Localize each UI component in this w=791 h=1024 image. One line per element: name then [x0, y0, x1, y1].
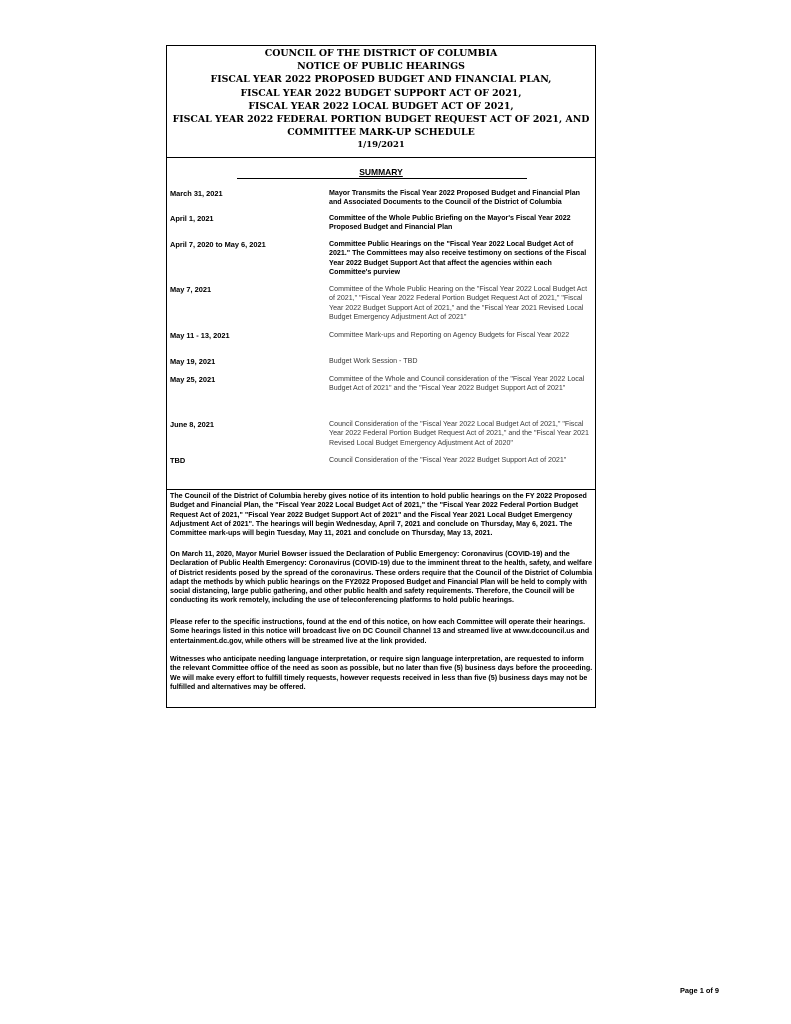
notice-paragraph: The Council of the District of Columbia hereby gives notice of its intention to hold public hearings on the FY 2022 Proposed Budget and Financial Plan, the "Fiscal Year 2022 Local Budget Act of 2021," the "Fiscal Year 2022 Federal Portion Budget Request Act of 2021," "Fiscal Year 2022 Budget Support Act of 2021" and the Fiscal Year 2021 Local Budget Emergency Adjustment Act of 2021". The hearings will begin Wednesday, April 7, 2021 and conclude on Thursday, May 6, 2021. The Committee mark-ups will begin Tuesday, May 11, 2021 and conclude on Thursday, May 13, 2021.	[170, 492, 587, 538]
section-divider	[167, 489, 595, 490]
schedule-description: Mayor Transmits the Fiscal Year 2022 Proposed Budget and Financial Plan and Associated Documents to the Council of the District of Columbia	[329, 189, 580, 207]
schedule-description: Committee of the Whole Public Briefing on the Mayor's Fiscal Year 2022 Proposed Budget and Financial Plan	[329, 214, 571, 232]
summary-divider	[237, 178, 527, 179]
schedule-date: May 19, 2021	[170, 357, 216, 366]
summary-title: SUMMARY	[359, 167, 403, 177]
schedule-date: May 11 - 13, 2021	[170, 331, 230, 340]
header-line: FISCAL YEAR 2022 FEDERAL PORTION BUDGET REQUEST ACT OF 2021, AND	[172, 114, 590, 126]
schedule-description: Committee Public Hearings on the "Fiscal Year 2022 Local Budget Act of 2021." The Committees may also receive testimony on sections of the Fiscal Year 2022 Budget Support Act that affect the agencies within each Committee's purview	[329, 240, 587, 277]
header-line: FISCAL YEAR 2022 PROPOSED BUDGET AND FINANCIAL PLAN,	[210, 74, 552, 86]
schedule-description: Committee of the Whole and Council consideration of the "Fiscal Year 2022 Local Budget Act of 2021" and the "Fiscal Year 2022 Budget Support Act of 2021"	[329, 375, 585, 393]
schedule-date: May 25, 2021	[170, 375, 216, 384]
schedule-description: Committee of the Whole Public Hearing on the "Fiscal Year 2022 Local Budget Act of 2021," "Fiscal Year 2022 Federal Portion Budget Request Act of 2021," "Fiscal Year 2022 Budget Support Act of 2021," and the "Fiscal Year 2021 Revised Local Budget Emergency Adjustment Act of 2021"	[329, 285, 588, 322]
summary-section	[166, 158, 596, 708]
header-line: FISCAL YEAR 2022 BUDGET SUPPORT ACT OF 2021,	[240, 87, 522, 99]
header-line: FISCAL YEAR 2022 LOCAL BUDGET ACT OF 2021,	[248, 100, 514, 112]
schedule-description: Council Consideration of the "Fiscal Year 2022 Budget Support Act of 2021"	[329, 456, 567, 464]
notice-paragraph: On March 11, 2020, Mayor Muriel Bowser issued the Declaration of Public Emergency: Coronavirus (COVID-19) and the Declaration of Public Health Emergency: Coronavirus (COVID-19) due to the imminent threat to the health, safety, and welfare of District residents posed by the spread of the coronavirus. These orders require that the Council of the District of Columbia adapt the methods by which public hearings on the FY2022 Proposed Budget and Financial Plan will be held to comply with social distancing, large public gathering, and other public health and safety requirements. Therefore, the Council will be conducting its work remotely, including the use of teleconferencing platforms to hold public hearings.	[170, 550, 593, 605]
schedule-date: TBD	[170, 456, 186, 465]
header-date: 1/19/2021	[357, 140, 405, 151]
notice-paragraph: Please refer to the specific instructions, found at the end of this notice, on how each Committee will operate their hearings. Some hearings listed in this notice will broadcast live on DC Council Channel 13 and streamed live at www.dccouncil.us and entertainment.dc.gov, while others will be streamed live at the link provided.	[170, 618, 590, 645]
notice-header	[166, 45, 596, 158]
header-line: COUNCIL OF THE DISTRICT OF COLUMBIA	[264, 48, 498, 59]
schedule-date: April 1, 2021	[170, 214, 214, 223]
header-line: NOTICE OF PUBLIC HEARINGS	[297, 61, 465, 73]
schedule-date: March 31, 2021	[170, 189, 223, 198]
page-number: Page 1 of 9	[680, 986, 720, 995]
schedule-date: May 7, 2021	[170, 285, 212, 294]
schedule-description: Budget Work Session - TBD	[329, 357, 418, 365]
notice-paragraph: Witnesses who anticipate needing language interpretation, or require sign language interpretation, are requested to inform the relevant Committee office of the need as soon as possible, but no later than five (5) business days before the proceeding. We will make every effort to fulfill timely requests, however requests received in less than five (5) business days may not be fulfilled and alternatives may be offered.	[170, 655, 593, 691]
schedule-description: Committee Mark-ups and Reporting on Agency Budgets for Fiscal Year 2022	[329, 331, 570, 339]
schedule-date: April 7, 2020 to May 6, 2021	[170, 240, 266, 249]
schedule-date: June 8, 2021	[170, 420, 214, 429]
schedule-description: Council Consideration of the "Fiscal Year 2022 Local Budget Act of 2021," "Fiscal Year 2022 Federal Portion Budget Request Act of 2021," and the "Fiscal Year 2021 Revised Local Budget Emergency Adjustment Act of 2020"	[329, 420, 589, 447]
header-line: COMMITTEE MARK-UP SCHEDULE	[287, 127, 475, 139]
